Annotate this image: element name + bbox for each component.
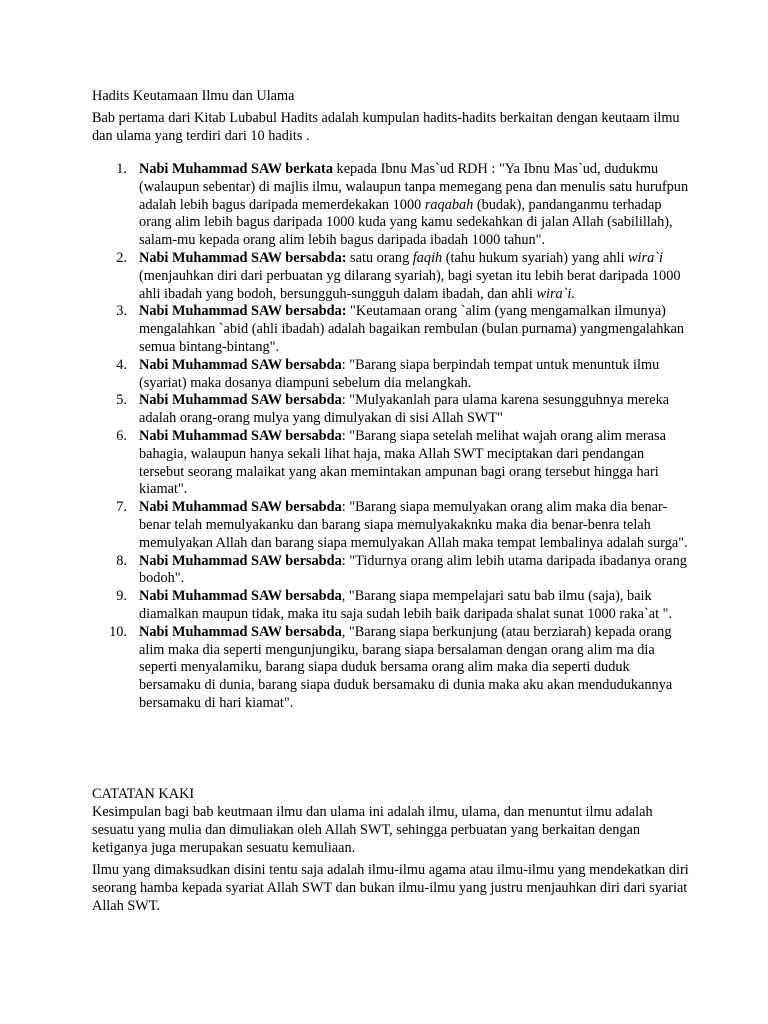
item-lead: Nabi Muhammad SAW bersabda [139, 356, 342, 373]
item-number: 5. [116, 392, 127, 409]
item-text: "Keutamaan orang `alim (yang mengamalkan ilmunya) mengalahkan `abid (ahli ibadah) adalah bagaikan rembulan (bulan purnama) yangmengalahkan semua bintang-bintang". [139, 303, 685, 355]
item-text: : "Barang siapa setelah melihat wajah orang alim merasa bahagia, walaupun hanya sekali lihat haja, maka Allah SWT meciptakan dari pendangan tersebut seorang malaikat yang akan memintakan ampunan bagi orang tersebut hingga hari kiamat". [139, 427, 666, 498]
footnote-heading: CATATAN KAKI [92, 786, 195, 802]
list-item-7 [92, 499, 692, 552]
item-text: : "Mulyakanlah para ulama karena sesungguhnya mereka adalah orang-orang mulya yang dimulyakan di sisi Allah SWT" [139, 392, 670, 427]
item-lead: Nabi Muhammad SAW bersabda [139, 552, 342, 569]
list-item-4 [92, 357, 692, 393]
item-text: kepada Ibnu Mas`ud RDH : "Ya Ibnu Mas`ud, dudukmu (walaupun sebentar) di majlis ilmu, walaupun tanpa memegang pena dan menulis satu hurufpun adalah lebih bagus daripada memerdekakan 1000 [139, 161, 689, 213]
item-lead: Nabi Muhammad SAW berkata [139, 161, 333, 177]
item-number: 6. [116, 427, 127, 444]
footnote-paragraph-2: Ilmu yang dimaksudkan disini tentu saja adalah ilmu-ilmu agama atau ilmu-ilmu yang mendekatkan diri seorang hamba kepada syariat Allah SWT dan bukan ilmu-ilmu yang justru menjauhkan diri dari syariat Allah SWT. [92, 862, 689, 914]
item-text: (menjauhkan diri dari perbuatan yg dilarang syariah), bagi syetan itu lebih berat daripada 1000 ahli ibadah yang bodoh, bersungguh-sungguh dalam ibadah, dan ahli [139, 267, 681, 302]
item-lead: Nabi Muhammad SAW bersabda [139, 588, 342, 605]
item-lead: Nabi Muhammad SAW bersabda: [139, 303, 347, 320]
item-lead: Nabi Muhammad SAW bersabda: [139, 249, 347, 266]
list-item-3 [92, 303, 692, 356]
item-lead: Nabi Muhammad SAW bersabda [139, 499, 342, 516]
item-text: (budak), pandanganmu terhadap orang alim lebih bagus daripada 1000 kuda yang kamu sedekahkan di jalan Allah (sabilillah), salam-mu kepada orang alim lebih bagus daripada ibadah 1000 tahun". [139, 196, 673, 249]
intro-paragraph: Bab pertama dari Kitab Lubabul Hadits adalah kumpulan hadits-hadits berkaitan dengan keutaam ilmu dan ulama yang terdiri dari 10 hadits . [92, 110, 680, 144]
list-item-9 [92, 588, 692, 624]
item-lead: Nabi Muhammad SAW bersabda [139, 623, 342, 640]
item-term: faqih [412, 249, 443, 266]
list-item-8 [92, 553, 692, 589]
item-text: , "Barang siapa mempelajari satu bab ilmu (saja), baik diamalkan maupun tidak, maka itu saja sudah lebih baik daripada shalat sunat 1000 raka`at ". [139, 588, 673, 622]
document-title: Hadits Keutamaan Ilmu dan Ulama [92, 88, 295, 104]
item-term: raqabah [424, 196, 474, 213]
item-number: 1. [116, 161, 127, 177]
list-item-5 [92, 392, 692, 428]
list-item-6 [92, 428, 692, 499]
list-item-10 [92, 624, 692, 713]
item-text: (tahu hukum syariah) yang ahli [442, 249, 628, 266]
item-number: 7. [116, 499, 127, 516]
item-text: : "Tidurnya orang alim lebih utama daripada ibadanya orang bodoh". [139, 552, 687, 587]
item-lead: Nabi Muhammad SAW bersabda [139, 392, 342, 409]
hadith-list [92, 161, 692, 713]
footnote-paragraph-1: Kesimpulan bagi bab keutmaan ilmu dan ulama ini adalah ilmu, ulama, dan menuntut ilmu adalah sesuatu yang mulia dan dimuliakan oleh Allah SWT, sehingga perbuatan yang berkaitan dengan ketiganya juga merupakan sesuatu kemuliaan. [92, 804, 653, 856]
list-item-1 [92, 161, 692, 250]
item-number: 4. [116, 356, 127, 373]
item-text: : "Barang siapa memulyakan orang alim maka dia benar-benar telah memulyakanku dan barang siapa memulyakaknku maka dia benar-benra telah memulyakan Allah dan barang siapa memulyakan Allah maka tempat lembalinya adalah surga". [139, 499, 688, 551]
item-term: wira`i. [536, 285, 575, 302]
item-text: : "Barang siapa berpindah tempat untuk menuntuk ilmu (syariat) maka dosanya diampuni sebelum dia melangkah. [139, 356, 660, 391]
item-number: 3. [116, 303, 127, 320]
list-item-2 [92, 250, 692, 303]
item-number: 8. [116, 552, 127, 569]
item-number: 10. [109, 623, 127, 640]
item-number: 2. [116, 249, 127, 266]
item-number: 9. [116, 588, 127, 605]
item-lead: Nabi Muhammad SAW bersabda [139, 427, 342, 444]
item-text: satu orang [346, 249, 413, 266]
item-term: wira`i [628, 249, 663, 266]
item-text: , "Barang siapa berkunjung (atau berziarah) kepada orang alim maka dia seperti mengunjungiku, barang siapa bersalaman dengan orang alim ma dia seperti menyalamiku, barang siapa duduk bersama orang alim maka dia seperti duduk bersamaku di dunia, barang siapa duduk bersamaku di dunia maka aku akan mendudukannya bersamaku di hari kiamat". [139, 623, 673, 711]
